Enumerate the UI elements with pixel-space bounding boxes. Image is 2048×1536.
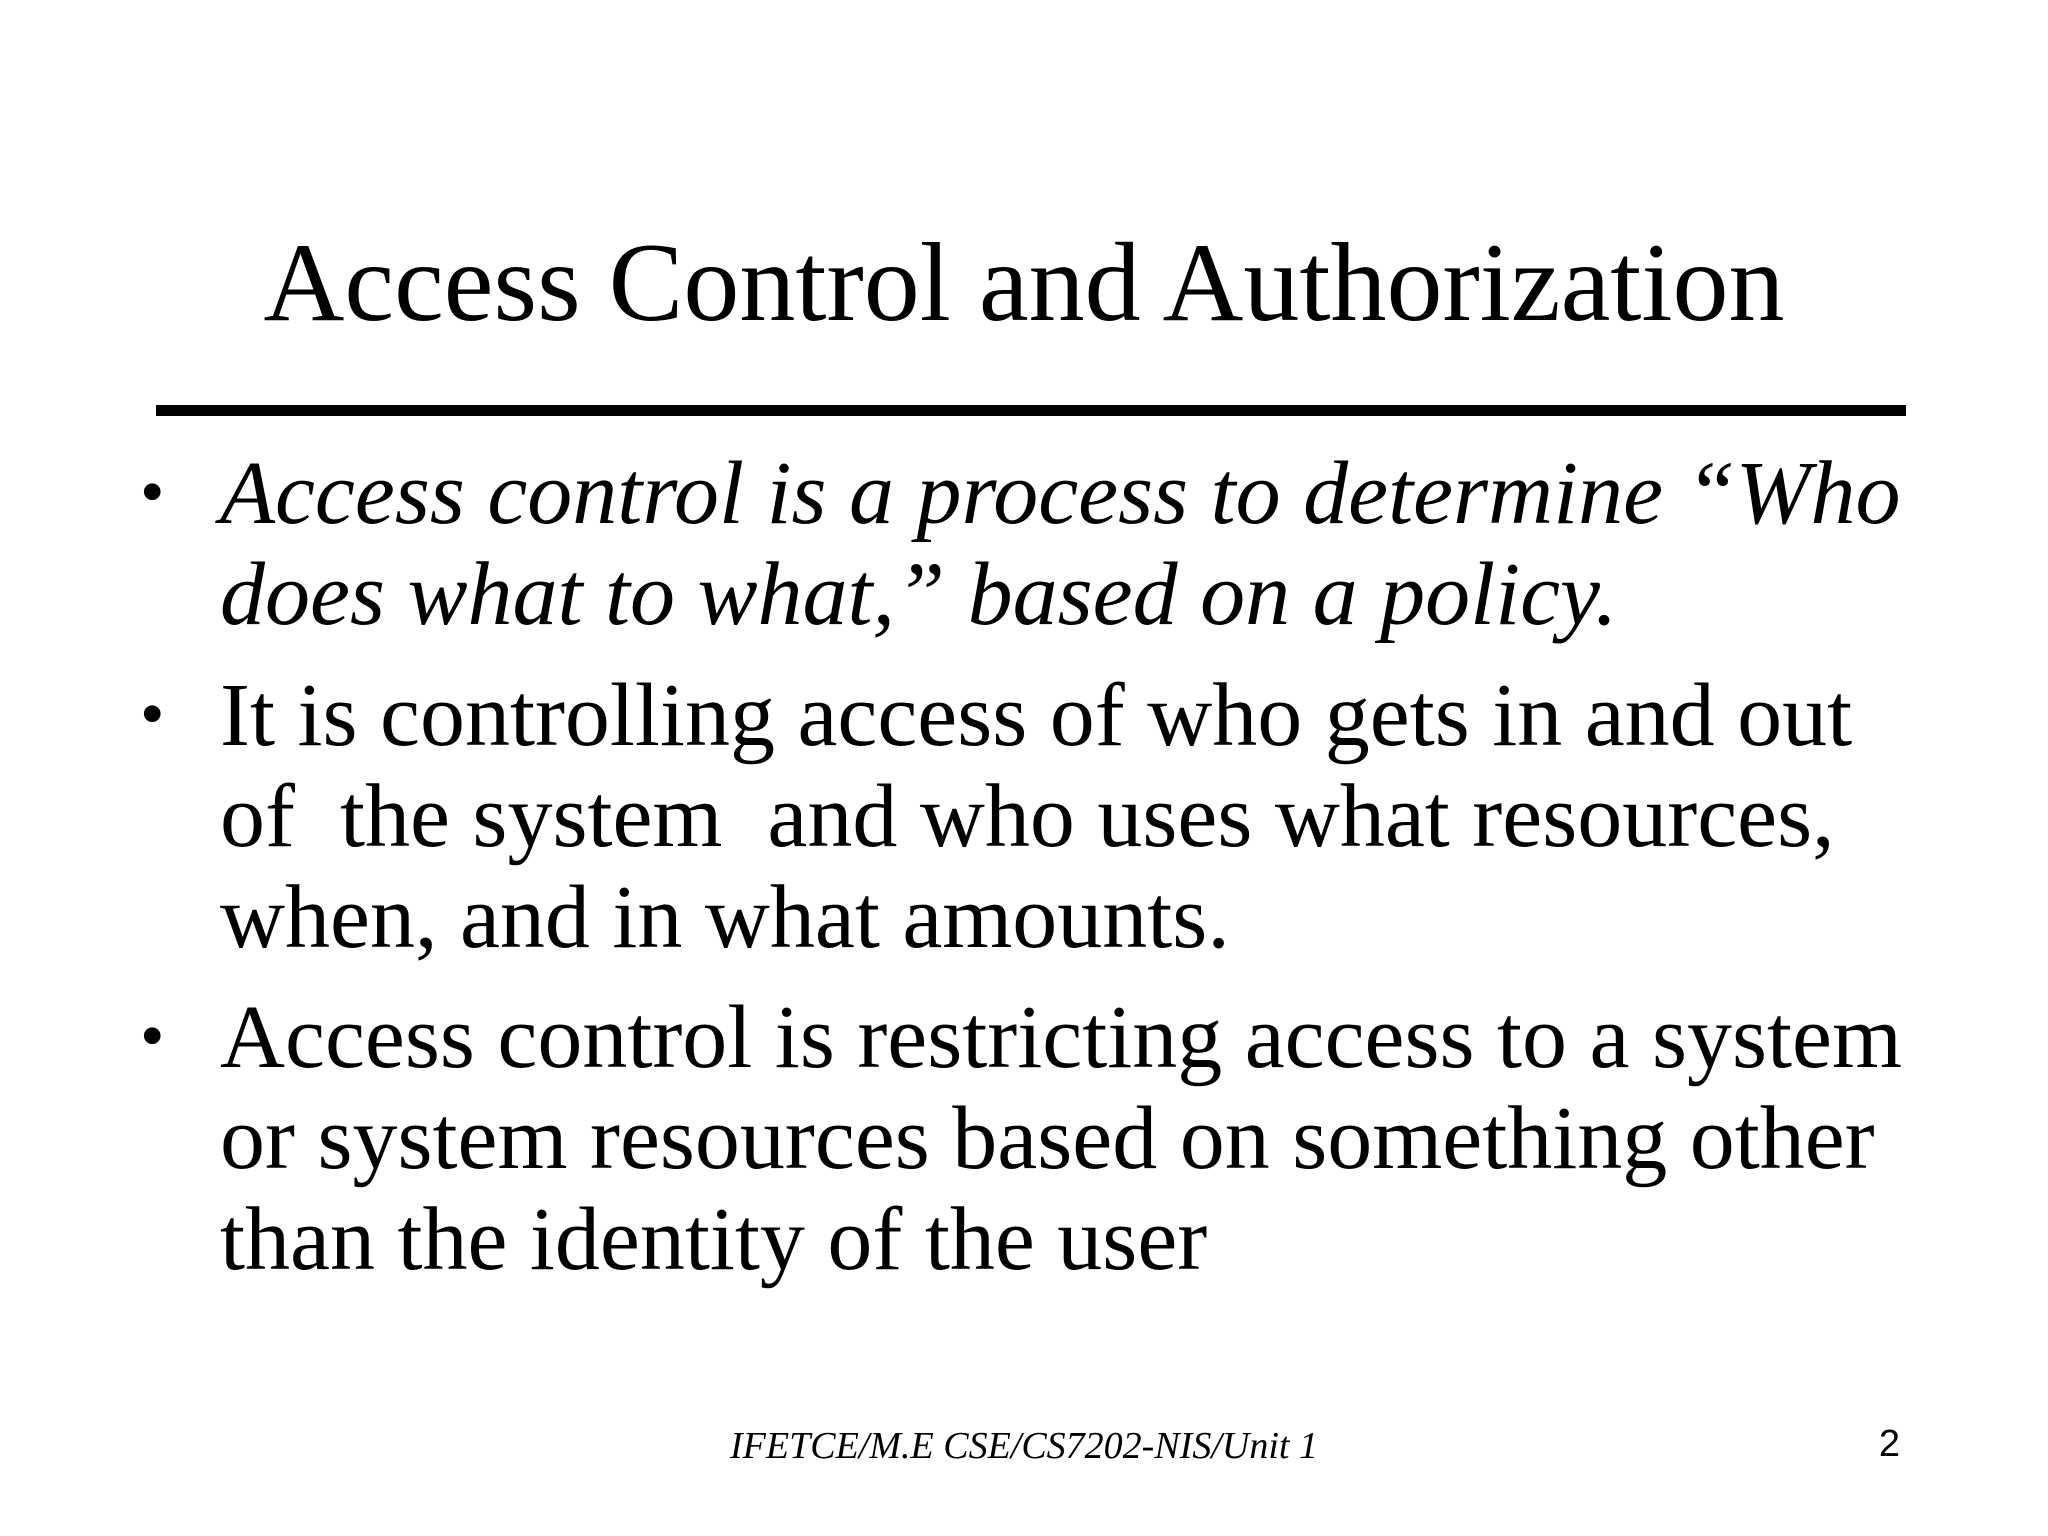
slide-footer: IFETCE/M.E CSE/CS7202-NIS/Unit 1 bbox=[730, 1425, 1318, 1467]
bullet-line: Access control is restricting access to a system bbox=[220, 988, 1903, 1087]
bullet-marker: • bbox=[140, 676, 165, 753]
bullet-line: than the identity of the user bbox=[220, 1190, 1208, 1289]
bullet-line: does what to what,” based on a policy. bbox=[220, 545, 1618, 644]
bullet-text bbox=[220, 987, 1980, 1290]
bullet-text bbox=[220, 443, 1980, 645]
bullet-line: of the system and who uses what resources, bbox=[220, 767, 1835, 866]
slide-number: 2 bbox=[1878, 1423, 1900, 1465]
bullet-marker: • bbox=[140, 454, 165, 531]
bullet-marker: • bbox=[140, 998, 165, 1075]
bullet-line: Access control is a process to determine “Who bbox=[220, 444, 1901, 543]
title-underline bbox=[156, 405, 1906, 416]
bullet-text bbox=[220, 665, 1980, 968]
bullet-line: It is controlling access of who gets in and out bbox=[220, 666, 1853, 765]
bullet-line: when, and in what amounts. bbox=[220, 868, 1230, 967]
slide-title: Access Control and Authorization bbox=[263, 221, 1785, 345]
bullet-line: or system resources based on something other bbox=[220, 1089, 1875, 1188]
